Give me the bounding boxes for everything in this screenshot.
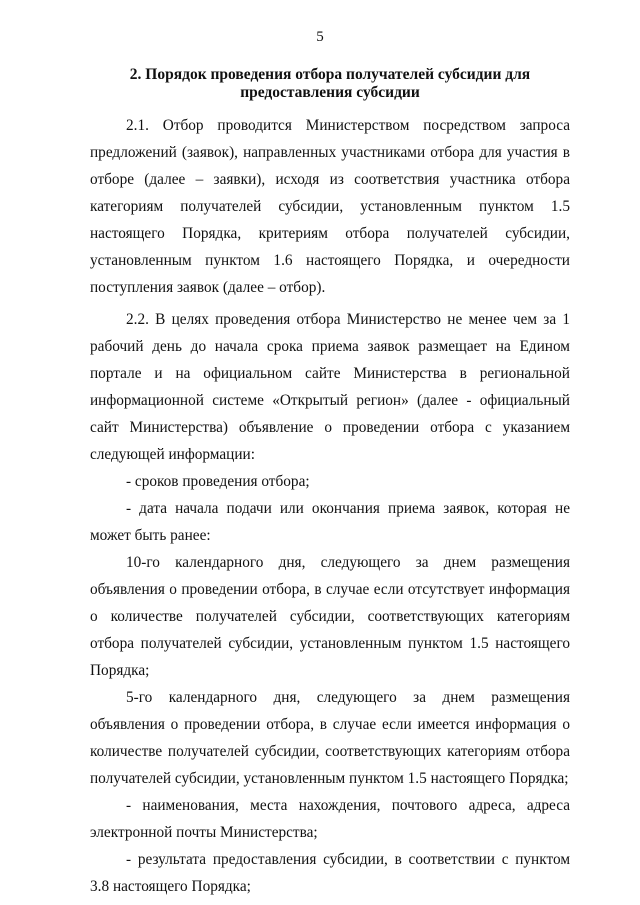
section-heading [90, 66, 570, 102]
paragraph-5th-day: 5-го календарного дня, следующего за днем размещения объявления о проведении отбора, в случае если имеется информация о количестве получателей субсидии, соответствующих категориям отбора получателей субсидии, установленным пунктом 1.5 настоящего Порядка; [90, 689, 570, 787]
list-item-ministry-contacts: - наименования, места нахождения, почтового адреса, адреса электронной почты Министерства; [90, 797, 570, 841]
paragraph-10th-day: 10-го календарного дня, следующего за днем размещения объявления о проведении отбора, в случае если отсутствует информация о количестве получателей субсидии, соответствующих категориям отбора получателей субсидии, установленным пунктом 1.5 настоящего Порядка; [90, 554, 570, 679]
document-body [90, 112, 570, 900]
page-number: 5 [316, 29, 324, 45]
paragraph-2-1: 2.1. Отбор проводится Министерством посредством запроса предложений (заявок), направленных участниками отбора для участия в отборе (далее – заявки), исходя из соответствия участника отбора категориям получателей субсидии, установленным пунктом 1.5 настоящего Порядка, критериям отбора получателей субсидии, установленным пунктом 1.6 настоящего Порядка, и очередности поступления заявок (далее – отбор). [90, 117, 570, 296]
paragraph-2-2: 2.2. В целях проведения отбора Министерство не менее чем за 1 рабочий день до начала срока приема заявок размещает на Едином портале и на официальном сайте Министерства в региональной информационной системе «Открытый регион» (далее - официальный сайт Министерства) объявление о проведении отбора с указанием следующей информации: [90, 311, 570, 463]
list-item-subsidy-result: - результата предоставления субсидии, в соответствии с пунктом 3.8 настоящего Порядка; [90, 851, 570, 895]
section-heading-line-1: 2. Порядок проведения отбора получателей субсидии для [129, 66, 531, 83]
list-item-application-date: - дата начала подачи или окончания приема заявок, которая не может быть ранее: [90, 500, 570, 544]
section-heading-line-2: предоставления субсидии [240, 84, 420, 101]
list-item-selection-period: - сроков проведения отбора; [126, 473, 310, 490]
